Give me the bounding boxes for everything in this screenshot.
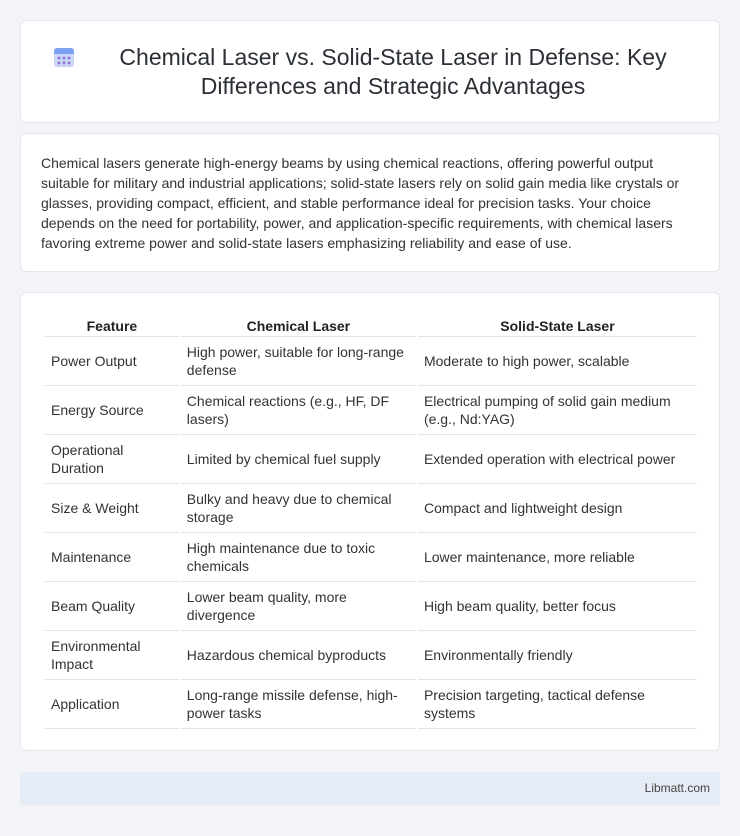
row-solid-state: High beam quality, better focus xyxy=(418,582,697,631)
table-row xyxy=(45,680,697,729)
row-chemical: Limited by chemical fuel supply xyxy=(181,435,416,484)
table-row xyxy=(45,386,697,435)
row-solid-state: Moderate to high power, scalable xyxy=(418,337,697,386)
row-feature: Energy Source xyxy=(45,386,179,435)
intro-card xyxy=(20,133,720,272)
comparison-table xyxy=(43,313,699,729)
comparison-card xyxy=(20,292,720,751)
header-solid-state-laser: Solid-State Laser xyxy=(418,313,697,337)
footer-bar xyxy=(20,772,720,805)
row-chemical: Long-range missile defense, high-power tasks xyxy=(181,680,416,729)
row-feature: Power Output xyxy=(45,337,179,386)
header-chemical-laser: Chemical Laser xyxy=(181,313,416,337)
title-wrap xyxy=(21,21,719,122)
table-row xyxy=(45,631,697,680)
footer-brand-link[interactable]: Libmatt.com xyxy=(644,781,710,795)
row-chemical: High maintenance due to toxic chemicals xyxy=(181,533,416,582)
calendar-grid-icon xyxy=(51,44,77,70)
row-solid-state: Electrical pumping of solid gain medium (e.g., Nd:YAG) xyxy=(418,386,697,435)
table-row xyxy=(45,337,697,386)
row-feature: Size & Weight xyxy=(45,484,179,533)
row-chemical: Bulky and heavy due to chemical storage xyxy=(181,484,416,533)
row-solid-state: Precision targeting, tactical defense systems xyxy=(418,680,697,729)
intro-paragraph: Chemical lasers generate high-energy beams by using chemical reactions, offering powerful output suitable for military and industrial applications; solid-state lasers rely on solid gain media like crystals or glasses, providing compact, efficient, and stable performance ideal for precision tasks. Your choice depends on the need for portability, power, and application-specific requirements, with chemical lasers favoring extreme power and solid-state lasers emphasizing reliability and ease of use. xyxy=(41,155,680,251)
row-solid-state: Compact and lightweight design xyxy=(418,484,697,533)
row-feature: Operational Duration xyxy=(45,435,179,484)
table-header-row xyxy=(45,313,697,337)
row-solid-state: Extended operation with electrical power xyxy=(418,435,697,484)
title-card xyxy=(20,20,720,123)
table-row xyxy=(45,533,697,582)
page-title: Chemical Laser vs. Solid-State Laser in Defense: Key Differences and Strategic Advantages xyxy=(119,43,667,99)
row-feature: Beam Quality xyxy=(45,582,179,631)
row-feature: Application xyxy=(45,680,179,729)
row-feature: Maintenance xyxy=(45,533,179,582)
row-chemical: Lower beam quality, more divergence xyxy=(181,582,416,631)
row-feature: Environmental Impact xyxy=(45,631,179,680)
header-feature: Feature xyxy=(45,313,179,337)
row-chemical: Chemical reactions (e.g., HF, DF lasers) xyxy=(181,386,416,435)
row-chemical: Hazardous chemical byproducts xyxy=(181,631,416,680)
table-row xyxy=(45,435,697,484)
row-solid-state: Lower maintenance, more reliable xyxy=(418,533,697,582)
table-row xyxy=(45,484,697,533)
table-row xyxy=(45,582,697,631)
row-chemical: High power, suitable for long-range defense xyxy=(181,337,416,386)
row-solid-state: Environmentally friendly xyxy=(418,631,697,680)
